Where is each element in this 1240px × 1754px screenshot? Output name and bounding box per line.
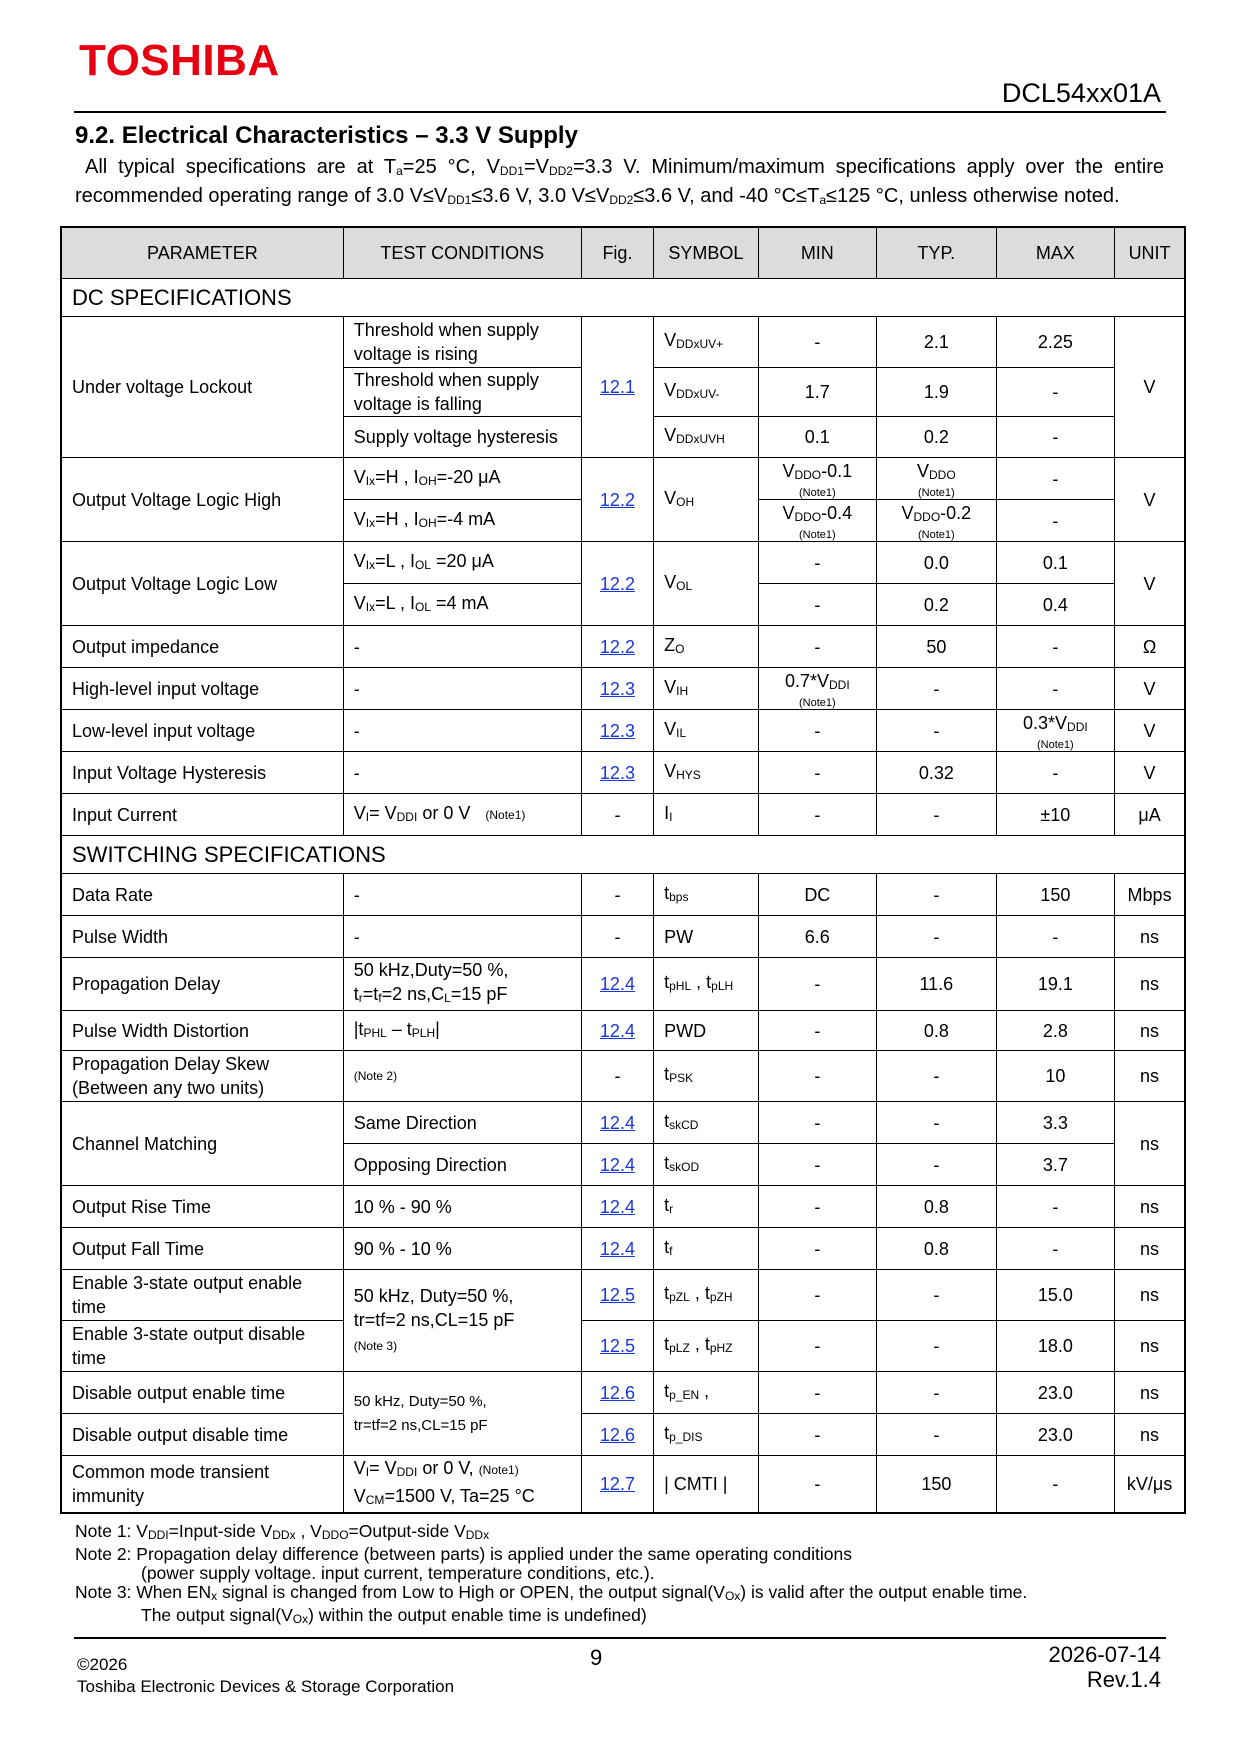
table-row: High-level input voltage - 12.3 VIH 0.7*VDDI (Note1) - - V (61, 668, 1185, 710)
header-max: MAX (996, 227, 1115, 279)
table-row: Propagation Delay 50 kHz,Duty=50 %, tr=tf=2 ns,CL=15 pF 12.4 tpHL , tpLH - 11.6 19.1 ns (61, 958, 1185, 1011)
fig-link[interactable]: 12.3 (599, 762, 635, 783)
intro-paragraph: All typical specifications are at Ta=25 °C, VDD1=VDD2=3.3 V. Minimum/maximum specifications apply over the entire recommended operating range of 3.0 V≤VDD1≤3.6 V, 3.0 V≤VDD2≤3.6 V, and -40 °C≤Ta≤125 °C, unless otherwise noted. (75, 156, 1165, 207)
page-number: 9 (590, 1645, 603, 1670)
table-row: Pulse Width Distortion |tPHL – tPLH| 12.4 PWD - 0.8 2.8 ns (61, 1011, 1185, 1051)
header-parameter: PARAMETER (61, 227, 343, 279)
switching-section-row (61, 836, 1185, 874)
header-symbol: SYMBOL (654, 227, 758, 279)
fig-link[interactable]: 12.4 (599, 974, 635, 994)
fig-link[interactable]: 12.3 (599, 678, 635, 699)
fig-link[interactable]: 12.3 (599, 720, 635, 741)
section-title: 9.2. Electrical Characteristics – 3.3 V Supply (75, 122, 578, 149)
note-1: Note 1: VDDI=Input-side VDDx , VDDO=Output-side VDDx (75, 1521, 490, 1542)
table-row: Threshold when supply voltage is falling VDDxUV- 1.7 1.9 - (61, 368, 1185, 417)
table-row: Channel Matching Same Direction 12.4 tskCD - - 3.3 ns (61, 1102, 1185, 1144)
table-row: Opposing Direction 12.4 tskOD - - 3.7 (61, 1144, 1185, 1186)
fig-link[interactable]: 12.2 (599, 489, 635, 510)
table-row: Output Rise Time 10 % - 90 % 12.4 tr - 0.8 - ns (61, 1186, 1185, 1228)
dc-section-title: DC SPECIFICATIONS (61, 279, 1185, 317)
table-row: VIx=H , IOH=-4 mA VDDO-0.4 (Note1) VDDO-0.2 (Note1) - (61, 500, 1185, 542)
table-header-row (61, 227, 1185, 279)
table-row: Disable output enable time 50 kHz, Duty=50 %, tr=tf=2 ns,CL=15 pF 12.6 tp_EN , - - 23.0 ns (61, 1372, 1185, 1414)
fig-link[interactable]: 12.5 (599, 1285, 635, 1305)
table-row: Common mode transient immunity VI= VDDI or 0 V, (Note1) VCM=1500 V, Ta=25 °C 12.7 | CMTI | - 150 - kV/μs (61, 1456, 1185, 1514)
table-row: Propagation Delay Skew (Between any two units) (Note 2) - tPSK - - 10 ns (61, 1051, 1185, 1102)
table-row: VIx=L , IOL =4 mA - 0.2 0.4 (61, 584, 1185, 626)
table-row: Under voltage Lockout Threshold when supply voltage is rising 12.1 VDDxUV+ - 2.1 2.25 V (61, 317, 1185, 368)
fig-link[interactable]: 12.6 (599, 1382, 635, 1403)
fig-link[interactable]: 12.7 (599, 1474, 635, 1494)
issue-date: 2026-07-14 (1048, 1642, 1161, 1667)
header-unit: UNIT (1115, 227, 1185, 279)
table-row: Data Rate - - tbps DC - 150 Mbps (61, 874, 1185, 916)
table-row: Pulse Width - - PW 6.6 - - ns (61, 916, 1185, 958)
table-row: Low-level input voltage - 12.3 VIL - - 0.3*VDDI (Note1) V (61, 710, 1185, 752)
table-row: Output impedance - 12.2 ZO - 50 - Ω (61, 626, 1185, 668)
header-test-conditions: TEST CONDITIONS (343, 227, 581, 279)
header-fig: Fig. (581, 227, 653, 279)
fig-link[interactable]: 12.2 (599, 636, 635, 657)
footer-rule (74, 1637, 1166, 1639)
note-3-continued: The output signal(VOx) within the output enable time is undefined) (141, 1605, 647, 1626)
copyright: ©2026 (77, 1655, 128, 1674)
table-row: Disable output disable time 12.6 tp_DIS - - 23.0 ns (61, 1414, 1185, 1456)
fig-link[interactable]: 12.4 (599, 1196, 635, 1217)
table-row: Output Voltage Logic High VIx=H , IOH=-20 μA 12.2 VOH VDDO-0.1 (Note1) VDDO (Note1) - V (61, 458, 1185, 500)
header-typ: TYP. (877, 227, 997, 279)
header-rule (74, 111, 1166, 113)
fig-link[interactable]: 12.2 (599, 573, 635, 594)
fig-link[interactable]: 12.4 (599, 1020, 635, 1041)
note-2-continued: (power supply voltage. input current, temperature conditions, etc.). (141, 1563, 655, 1583)
fig-link[interactable]: 12.4 (599, 1112, 635, 1133)
note-2: Note 2: Propagation delay difference (between parts) is applied under the same operating conditions (75, 1544, 852, 1564)
table-row: Input Current VI= VDDI or 0 V (Note1) - II - - ±10 μA (61, 794, 1185, 836)
dc-section-row (61, 279, 1185, 317)
table-row: Input Voltage Hysteresis - 12.3 VHYS - 0.32 - V (61, 752, 1185, 794)
company-name: Toshiba Electronic Devices & Storage Corporation (77, 1677, 455, 1696)
table-row: Supply voltage hysteresis VDDxUVH 0.1 0.2 - (61, 417, 1185, 458)
table-row: Output Voltage Logic Low VIx=L , IOL =20 μA 12.2 VOL - 0.0 0.1 V (61, 542, 1185, 584)
table-row: Enable 3-state output enable time 50 kHz, Duty=50 %, tr=tf=2 ns,CL=15 pF (Note 3) 12.5 tpZL , tpZH - - 15.0 ns (61, 1270, 1185, 1321)
table-row: Output Fall Time 90 % - 10 % 12.4 tf - 0.8 - ns (61, 1228, 1185, 1270)
footer-right (1048, 1642, 1161, 1692)
electrical-characteristics-table (60, 226, 1186, 1514)
header-min: MIN (758, 227, 877, 279)
table-row: Enable 3-state output disable time 12.5 tpLZ , tpHZ - - 18.0 ns (61, 1321, 1185, 1372)
revision: Rev.1.4 (1086, 1667, 1161, 1692)
fig-link[interactable]: 12.5 (599, 1336, 635, 1356)
note-3: Note 3: When ENx signal is changed from Low to High or OPEN, the output signal(VOx) is valid after the output enable time. (75, 1582, 1028, 1603)
company-logo: TOSHIBA (79, 36, 280, 85)
footer-left (77, 1654, 454, 1698)
switching-section-title: SWITCHING SPECIFICATIONS (61, 836, 1185, 874)
fig-link[interactable]: 12.6 (599, 1424, 635, 1445)
fig-link[interactable]: 12.1 (599, 377, 635, 397)
fig-link[interactable]: 12.4 (599, 1154, 635, 1175)
footnotes (75, 1522, 1027, 1629)
fig-link[interactable]: 12.4 (599, 1238, 635, 1259)
document-id: DCL54xx01A (1001, 78, 1161, 108)
